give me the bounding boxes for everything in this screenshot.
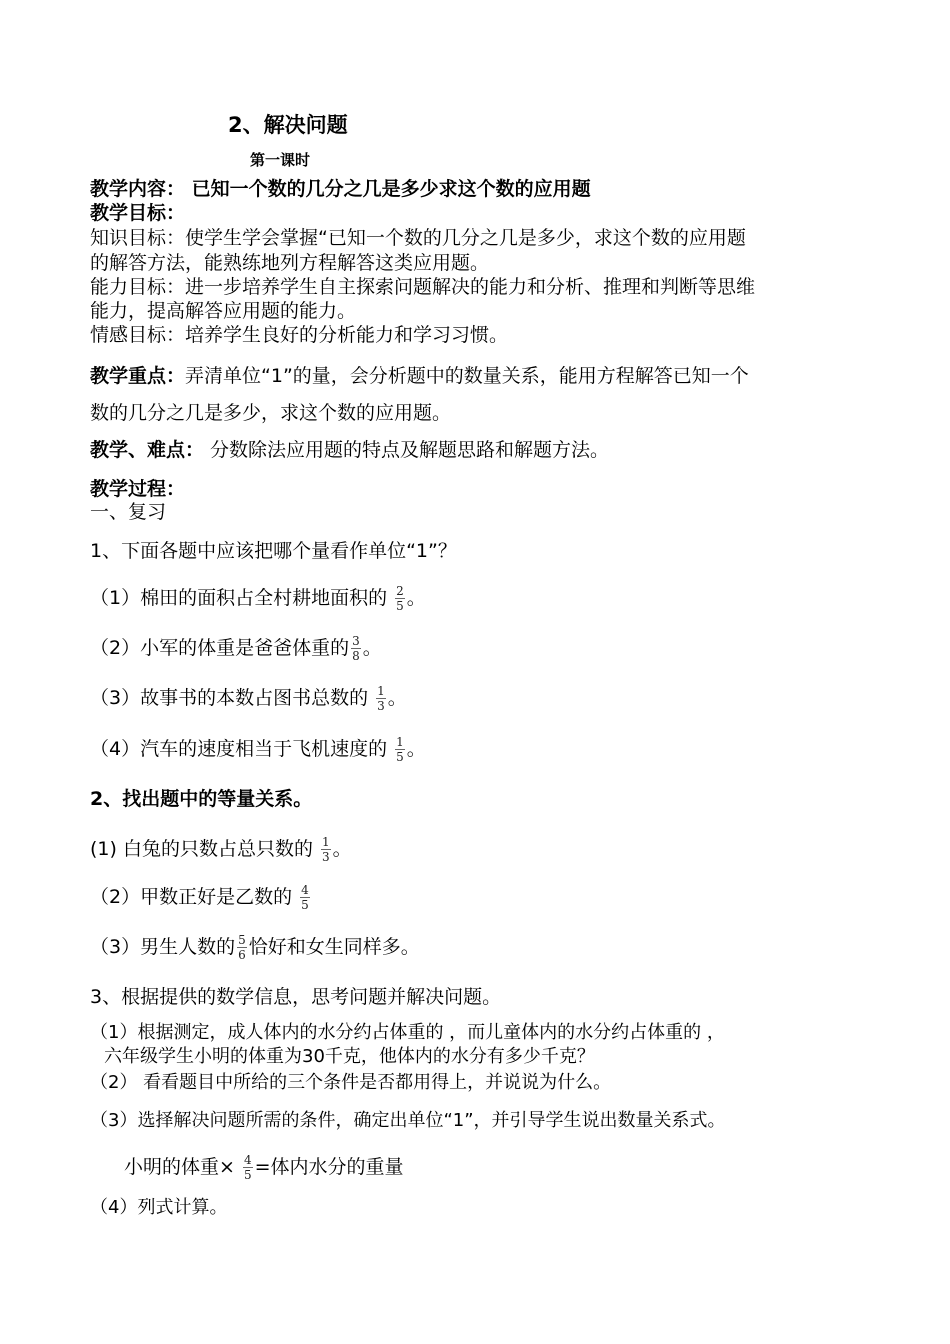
difficulty-text: 分数除法应用题的特点及解题思路和解题方法。 <box>204 439 610 461</box>
fraction: $\frac{1}{3}$ <box>322 835 330 864</box>
knowledge-goal-line-2: 的解答方法，能熟练地列方程解答这类应用题。 <box>90 252 490 274</box>
page-title: 2、解决问题 <box>228 113 348 137</box>
q3-paragraph: 六年级学生小明的体重为30千克，他体内的水分有多少千克？ <box>104 1046 595 1067</box>
q3-paragraph: （2） 看看题目中所给的三个条件是否都用得上，并说说为什么。 <box>90 1072 612 1093</box>
key-point-line-1 <box>90 364 749 388</box>
difficulty-line <box>90 438 609 462</box>
formula <box>124 1153 404 1182</box>
fraction: $\frac{5}{6}$ <box>238 933 246 962</box>
process-label: 教学过程： <box>90 478 186 500</box>
content-line <box>90 177 591 201</box>
q3-paragraph: （1）根据测定，成人体内的水分约占体重的 ，而儿童体内的水分约占体重的 ， <box>90 1022 725 1043</box>
knowledge-goal-line-1: 知识目标：使学生学会掌握“已知一个数的几分之几是多少，求这个数的应用题 <box>90 227 746 249</box>
fraction: $\frac{1}{5}$ <box>396 735 404 764</box>
fraction: $\frac{4}{5}$ <box>301 883 309 912</box>
ability-goal-line-1: 能力目标：进一步培养学生自主探索问题解决的能力和分析、推理和判断等思维 <box>90 276 756 298</box>
difficulty-label: 教学、难点： <box>90 439 205 461</box>
formula-right: =体内水分的重量 <box>254 1156 404 1178</box>
fraction: $\frac{2}{5}$ <box>396 584 404 613</box>
q2-item-text: （2）甲数正好是乙数的 <box>90 886 299 908</box>
q2-item <box>90 883 312 912</box>
q1-item: （2）小军的体重是爸爸体重的 $\frac{3}{8}$ 。 <box>90 634 382 663</box>
lesson-subtitle: 第一课时 <box>250 151 311 169</box>
q1-item-text: （3）故事书的本数占图书总数的 <box>90 687 375 709</box>
content-label: 教学内容： <box>90 178 186 200</box>
key-point-label: 教学重点： <box>90 365 186 387</box>
emotion-goal: 情感目标：培养学生良好的分析能力和学习习惯。 <box>90 324 509 346</box>
q2-item-text: (1) 白兔的只数占总只数的 <box>90 838 319 860</box>
formula-left: 小明的体重× <box>124 1156 241 1178</box>
fraction: $\frac{3}{8}$ <box>352 634 360 663</box>
fraction: $\frac{1}{3}$ <box>377 684 385 713</box>
q3-paragraph: （3）选择解决问题所需的条件，确定出单位“1”，并引导学生说出数量关系式。 <box>90 1110 726 1131</box>
content-text: 已知一个数的几分之几是多少求这个数的应用题 <box>185 178 591 200</box>
review-label: 一、复习 <box>90 501 167 523</box>
key-point-line-2: 数的几分之几是多少，求这个数的应用题。 <box>90 402 452 424</box>
ability-goal-line-2: 能力，提高解答应用题的能力。 <box>90 300 357 322</box>
q3-paragraph: （4）列式计算。 <box>90 1197 228 1218</box>
q3-title: 3、根据提供的数学信息，思考问题并解决问题。 <box>90 986 502 1008</box>
q1-item: （4）汽车的速度相当于飞机速度的 $\frac{1}{5}$ 。 <box>90 735 426 764</box>
goals-label: 教学目标： <box>90 202 186 224</box>
q2-item: (1) 白兔的只数占总只数的 $\frac{1}{3}$ 。 <box>90 835 352 864</box>
q2-item: （3）男生人数的 $\frac{5}{6}$ 恰好和女生同样多。 <box>90 933 420 962</box>
q1-title: 1、下面各题中应该把哪个量看作单位“1”？ <box>90 540 457 562</box>
key-point-text: 弄清单位“1”的量，会分析题中的数量关系，能用方程解答已知一个 <box>185 365 749 387</box>
q1-item-text: （4）汽车的速度相当于飞机速度的 <box>90 738 394 760</box>
q1-item: （1）棉田的面积占全村耕地面积的 $\frac{2}{5}$ 。 <box>90 584 426 613</box>
q1-item-text: （1）棉田的面积占全村耕地面积的 <box>90 587 394 609</box>
q2-title: 2、找出题中的等量关系。 <box>90 788 313 810</box>
q2-item-text: （3）男生人数的 <box>90 936 236 958</box>
q1-item-text: （2）小军的体重是爸爸体重的 <box>90 637 350 659</box>
q1-item: （3）故事书的本数占图书总数的 $\frac{1}{3}$ 。 <box>90 684 407 713</box>
fraction: $\frac{4}{5}$ <box>243 1153 252 1182</box>
